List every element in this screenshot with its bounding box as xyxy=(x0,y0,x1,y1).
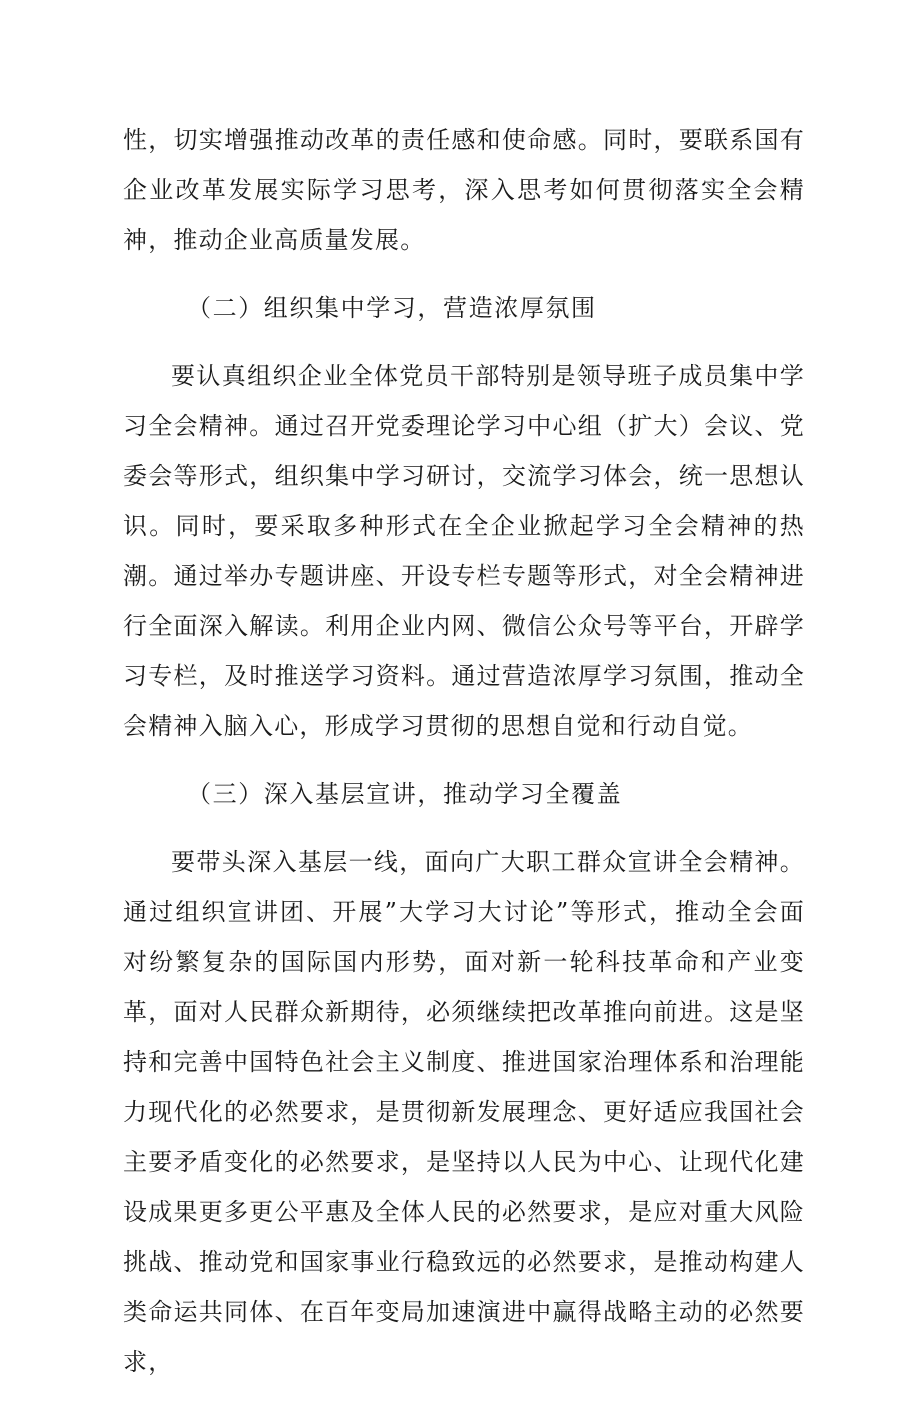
paragraph-grassroots-lectures: 要带头深入基层一线，面向广大职工群众宣讲全会精神。通过组织宣讲团、开展”大学习大讨论”等形式，推动全会面对纷繁复杂的国际国内形势，面对新一轮科技革命和产业变革，面对人民群众新期待，必须继续把改革推向前进。这是坚持和完善中国特色社会主义制度、推进国家治理体系和治理能力现代化的必然要求，是贯彻新发展理念、更好适应我国社会主要矛盾变化的必然要求，是坚持以人民为中心、让现代化建设成果更多更公平惠及全体人民的必然要求，是应对重大风险挑战、推动党和国家事业行稳致远的必然要求，是推动构建人类命运共同体、在百年变局加速演进中赢得战略主动的必然要求， xyxy=(123,848,805,1376)
paragraph-continued: 性，切实增强推动改革的责任感和使命感。同时，要联系国有企业改革发展实际学习思考，深入思考如何贯彻落实全会精神，推动企业高质量发展。 xyxy=(123,126,805,254)
section-heading-2: （二）组织集中学习，营造浓厚氛围 xyxy=(187,294,597,322)
paragraph-organize-study: 要认真组织企业全体党员干部特别是领导班子成员集中学习全会精神。通过召开党委理论学习中心组（扩大）会议、党委会等形式，组织集中学习研讨，交流学习体会，统一思想认识。同时，要采取多种形式在全企业掀起学习全会精神的热潮。通过举办专题讲座、开设专栏专题等形式，对全会精神进行全面深入解读。利用企业内网、微信公众号等平台，开辟学习专栏，及时推送学习资料。通过营造浓厚学习氛围，推动全会精神入脑入心，形成学习贯彻的思想自觉和行动自觉。 xyxy=(123,362,805,740)
document-body xyxy=(123,115,805,1405)
section-heading-3: （三）深入基层宣讲，推动学习全覆盖 xyxy=(187,780,623,808)
